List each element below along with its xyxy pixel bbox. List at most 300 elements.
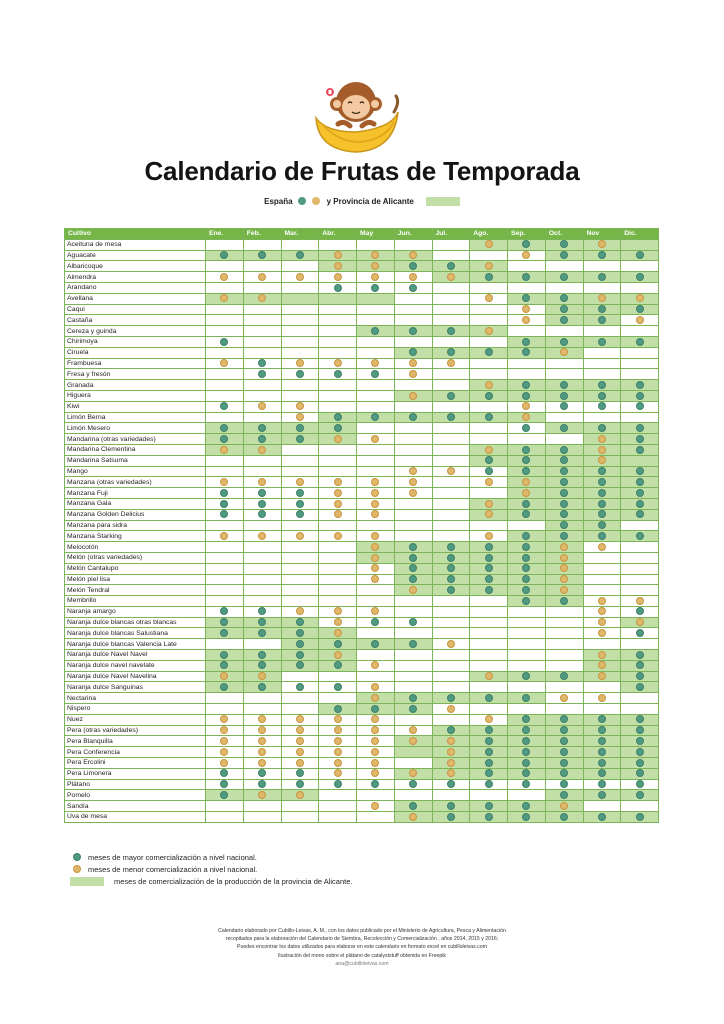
month-cell	[470, 542, 508, 553]
month-cell	[319, 606, 357, 617]
major-dot-icon	[560, 467, 568, 475]
table-row	[65, 455, 659, 466]
month-cell	[545, 639, 583, 650]
month-cell	[508, 682, 546, 693]
month-cell	[281, 466, 319, 477]
month-cell	[470, 639, 508, 650]
month-cell	[621, 336, 659, 347]
major-dot-icon	[258, 370, 266, 378]
month-cell	[319, 369, 357, 380]
month-cell	[432, 628, 470, 639]
month-cell	[508, 380, 546, 391]
month-cell	[545, 768, 583, 779]
major-dot-icon	[447, 726, 455, 734]
month-cell	[432, 390, 470, 401]
crop-name: Pera (otras variedades)	[65, 725, 206, 736]
month-cell	[432, 660, 470, 671]
month-cell	[281, 250, 319, 261]
table-row	[65, 358, 659, 369]
month-cell	[357, 326, 395, 337]
month-cell	[621, 347, 659, 358]
month-cell	[621, 455, 659, 466]
month-cell	[583, 725, 621, 736]
month-cell	[545, 563, 583, 574]
major-dot-icon	[522, 759, 530, 767]
month-cell	[394, 563, 432, 574]
month-cell	[545, 423, 583, 434]
major-dot-icon	[296, 510, 304, 518]
month-cell	[508, 552, 546, 563]
month-cell	[281, 693, 319, 704]
major-dot-icon	[636, 489, 644, 497]
crop-name: Granada	[65, 380, 206, 391]
month-cell	[583, 531, 621, 542]
month-cell	[394, 693, 432, 704]
month-cell	[545, 390, 583, 401]
month-cell	[583, 315, 621, 326]
crop-name: Chirimoya	[65, 336, 206, 347]
major-dot-icon	[636, 748, 644, 756]
footer	[0, 927, 724, 968]
minor-dot-icon	[296, 413, 304, 421]
table-row	[65, 444, 659, 455]
month-cell	[319, 596, 357, 607]
major-dot-icon	[560, 316, 568, 324]
minor-dot-icon	[334, 629, 342, 637]
major-dot-icon	[522, 532, 530, 540]
month-cell	[357, 509, 395, 520]
major-dot-icon	[258, 769, 266, 777]
month-cell	[206, 380, 244, 391]
major-dot-icon	[220, 338, 228, 346]
table-row	[65, 282, 659, 293]
month-cell	[394, 369, 432, 380]
minor-dot-icon	[371, 607, 379, 615]
major-dot-icon	[522, 510, 530, 518]
major-dot-icon	[485, 564, 493, 572]
month-cell	[621, 801, 659, 812]
month-cell	[583, 466, 621, 477]
month-cell	[206, 272, 244, 283]
major-dot-icon	[598, 424, 606, 432]
month-cell	[206, 315, 244, 326]
minor-dot-icon	[296, 726, 304, 734]
month-cell	[319, 434, 357, 445]
minor-dot-icon	[258, 726, 266, 734]
major-dot-icon	[485, 456, 493, 464]
month-cell	[319, 628, 357, 639]
major-dot-icon	[296, 500, 304, 508]
month-cell	[621, 412, 659, 423]
minor-dot-icon	[220, 273, 228, 281]
month-cell	[432, 747, 470, 758]
month-cell	[545, 239, 583, 250]
minor-dot-icon	[220, 737, 228, 745]
province-swatch	[70, 877, 104, 886]
month-cell	[394, 293, 432, 304]
minor-dot-icon	[598, 446, 606, 454]
month-cell	[621, 660, 659, 671]
month-cell	[508, 585, 546, 596]
minor-dot-icon	[334, 759, 342, 767]
month-cell	[206, 801, 244, 812]
month-cell	[357, 552, 395, 563]
month-cell	[470, 812, 508, 823]
month-cell	[621, 704, 659, 715]
month-cell	[470, 380, 508, 391]
minor-dot-icon	[371, 748, 379, 756]
table-row	[65, 498, 659, 509]
month-cell	[243, 498, 281, 509]
month-cell	[545, 315, 583, 326]
month-cell	[243, 401, 281, 412]
minor-dot-icon	[560, 564, 568, 572]
month-cell	[281, 369, 319, 380]
month-cell	[281, 574, 319, 585]
month-cell	[470, 369, 508, 380]
major-dot-icon	[485, 802, 493, 810]
month-cell	[508, 704, 546, 715]
month-cell	[243, 488, 281, 499]
month-cell	[621, 401, 659, 412]
month-cell	[583, 758, 621, 769]
month-cell	[621, 736, 659, 747]
table-row	[65, 812, 659, 823]
month-cell	[281, 380, 319, 391]
month-cell	[470, 747, 508, 758]
month-cell	[243, 704, 281, 715]
month-cell	[394, 423, 432, 434]
month-cell	[357, 358, 395, 369]
month-cell	[206, 412, 244, 423]
major-dot-icon	[522, 348, 530, 356]
major-dot-icon	[560, 478, 568, 486]
month-cell	[432, 239, 470, 250]
month-cell	[243, 315, 281, 326]
month-cell	[243, 520, 281, 531]
month-cell	[394, 336, 432, 347]
month-cell	[432, 758, 470, 769]
major-dot-icon	[636, 510, 644, 518]
major-dot-icon	[636, 715, 644, 723]
major-dot-icon	[598, 532, 606, 540]
month-cell	[319, 812, 357, 823]
month-cell	[545, 628, 583, 639]
month-cell	[394, 671, 432, 682]
month-cell	[545, 434, 583, 445]
month-cell	[394, 272, 432, 283]
month-cell	[281, 768, 319, 779]
month-cell	[357, 617, 395, 628]
month-cell	[394, 261, 432, 272]
major-dot-icon	[447, 586, 455, 594]
month-cell	[319, 390, 357, 401]
month-cell	[432, 272, 470, 283]
major-dot-icon	[334, 683, 342, 691]
header-crop: Cultivo	[65, 229, 206, 240]
month-cell	[508, 250, 546, 261]
major-dot-icon	[560, 748, 568, 756]
month-cell	[357, 444, 395, 455]
month-cell	[545, 747, 583, 758]
month-cell	[319, 477, 357, 488]
minor-dot-icon	[334, 748, 342, 756]
month-cell	[394, 574, 432, 585]
month-cell	[583, 552, 621, 563]
month-cell	[545, 520, 583, 531]
major-dot-icon	[296, 780, 304, 788]
minor-dot-icon	[409, 359, 417, 367]
minor-dot-icon	[598, 597, 606, 605]
minor-dot-icon	[371, 262, 379, 270]
minor-dot-icon	[485, 478, 493, 486]
table-row	[65, 520, 659, 531]
table-row	[65, 315, 659, 326]
minor-dot-icon	[409, 586, 417, 594]
major-dot-icon	[636, 251, 644, 259]
major-dot-icon	[598, 273, 606, 281]
month-cell	[394, 628, 432, 639]
month-cell	[243, 250, 281, 261]
crop-name: Limón Mesero	[65, 423, 206, 434]
month-cell	[281, 531, 319, 542]
month-cell	[621, 466, 659, 477]
major-dot-icon	[636, 683, 644, 691]
month-cell	[621, 282, 659, 293]
month-cell	[432, 801, 470, 812]
major-dot-icon	[598, 748, 606, 756]
major-dot-icon	[485, 748, 493, 756]
month-cell	[394, 531, 432, 542]
month-cell	[432, 768, 470, 779]
month-cell	[243, 444, 281, 455]
month-cell	[281, 347, 319, 358]
crop-name: Melón piel lisa	[65, 574, 206, 585]
page-title: Calendario de Frutas de Temporada	[144, 156, 580, 186]
month-cell	[243, 412, 281, 423]
major-dot-icon	[371, 780, 379, 788]
month-cell	[357, 790, 395, 801]
minor-dot-icon	[371, 435, 379, 443]
major-dot-icon	[447, 694, 455, 702]
month-cell	[319, 412, 357, 423]
month-cell	[281, 304, 319, 315]
month-cell	[319, 563, 357, 574]
major-dot-icon	[598, 402, 606, 410]
table-row	[65, 434, 659, 445]
minor-dot-icon	[220, 759, 228, 767]
major-dot-icon	[522, 392, 530, 400]
minor-dot-icon	[447, 467, 455, 475]
month-cell	[243, 466, 281, 477]
month-cell	[319, 660, 357, 671]
crop-name: Naranja dulce blancas Valencia Late	[65, 639, 206, 650]
major-dot-icon	[560, 737, 568, 745]
major-dot-icon	[371, 705, 379, 713]
major-dot-icon	[560, 489, 568, 497]
month-cell	[508, 574, 546, 585]
month-cell	[281, 736, 319, 747]
month-cell	[470, 725, 508, 736]
crop-name: Mandarina (otras variedades)	[65, 434, 206, 445]
month-cell	[545, 455, 583, 466]
major-dot-icon	[636, 305, 644, 313]
month-cell	[394, 466, 432, 477]
month-cell	[583, 326, 621, 337]
month-cell	[508, 293, 546, 304]
month-cell	[621, 358, 659, 369]
table-row	[65, 326, 659, 337]
month-cell	[394, 239, 432, 250]
month-cell	[281, 606, 319, 617]
month-cell	[508, 498, 546, 509]
major-dot-icon	[560, 521, 568, 529]
month-cell	[206, 714, 244, 725]
minor-dot-icon	[485, 240, 493, 248]
major-dot-icon	[334, 284, 342, 292]
month-cell	[432, 552, 470, 563]
table-row	[65, 336, 659, 347]
crop-name: Fresa y fresón	[65, 369, 206, 380]
month-cell	[319, 574, 357, 585]
month-cell	[394, 758, 432, 769]
month-cell	[206, 768, 244, 779]
major-dot-icon	[485, 780, 493, 788]
month-cell	[394, 801, 432, 812]
month-cell	[583, 682, 621, 693]
major-dot-icon	[296, 651, 304, 659]
month-cell	[357, 369, 395, 380]
crop-name: Kiwi	[65, 401, 206, 412]
month-cell	[583, 347, 621, 358]
month-cell	[621, 790, 659, 801]
table-row	[65, 563, 659, 574]
month-cell	[621, 520, 659, 531]
table-row	[65, 477, 659, 488]
major-dot-icon	[296, 661, 304, 669]
month-cell	[470, 660, 508, 671]
month-cell	[432, 563, 470, 574]
month-cell	[357, 531, 395, 542]
month-cell	[394, 444, 432, 455]
espana-label: España	[264, 196, 293, 206]
month-cell	[432, 682, 470, 693]
month-cell	[545, 412, 583, 423]
month-cell	[432, 423, 470, 434]
month-cell	[319, 466, 357, 477]
month-cell	[432, 444, 470, 455]
month-cell	[357, 725, 395, 736]
month-cell	[432, 488, 470, 499]
month-cell	[243, 509, 281, 520]
month-cell	[583, 779, 621, 790]
minor-dot-icon	[485, 500, 493, 508]
major-dot-icon	[522, 672, 530, 680]
major-dot-icon	[485, 737, 493, 745]
month-cell	[545, 272, 583, 283]
month-cell	[470, 444, 508, 455]
minor-dot-icon	[334, 737, 342, 745]
major-dot-icon	[409, 564, 417, 572]
footer-line: Ilustración del mono sobre el plátano de catalyststuff obtenida en Freepik	[277, 952, 447, 959]
month-cell	[470, 488, 508, 499]
major-dot-icon	[598, 500, 606, 508]
month-cell	[545, 574, 583, 585]
major-dot-icon	[220, 769, 228, 777]
month-cell	[281, 477, 319, 488]
month-cell	[243, 390, 281, 401]
month-cell	[432, 282, 470, 293]
month-cell	[508, 596, 546, 607]
month-cell	[508, 434, 546, 445]
month-cell	[357, 736, 395, 747]
month-cell	[243, 671, 281, 682]
major-dot-icon	[296, 629, 304, 637]
crop-name: Pomelo	[65, 790, 206, 801]
month-cell	[243, 790, 281, 801]
month-cell	[206, 542, 244, 553]
major-dot-icon	[522, 597, 530, 605]
table-row	[65, 682, 659, 693]
month-cell	[583, 596, 621, 607]
minor-dot-icon	[334, 769, 342, 777]
month-cell	[432, 293, 470, 304]
crop-name: Nispero	[65, 704, 206, 715]
month-cell	[281, 671, 319, 682]
crop-name: Albaricoque	[65, 261, 206, 272]
month-cell	[394, 347, 432, 358]
month-cell	[243, 628, 281, 639]
minor-dot-icon	[598, 618, 606, 626]
month-cell	[621, 552, 659, 563]
month-cell	[206, 693, 244, 704]
month-cell	[206, 488, 244, 499]
major-dot-icon	[334, 780, 342, 788]
month-cell	[583, 768, 621, 779]
month-cell	[470, 412, 508, 423]
major-dot-icon	[522, 456, 530, 464]
major-dot-icon	[522, 240, 530, 248]
month-cell	[470, 585, 508, 596]
month-cell	[206, 434, 244, 445]
major-dot-icon	[296, 769, 304, 777]
month-cell	[281, 628, 319, 639]
month-cell	[621, 628, 659, 639]
minor-dot-icon	[598, 543, 606, 551]
month-cell	[470, 693, 508, 704]
month-cell	[319, 585, 357, 596]
crop-name: Naranja dulce blancas otras blancas	[65, 617, 206, 628]
month-cell	[319, 747, 357, 758]
month-cell	[583, 239, 621, 250]
month-cell	[432, 779, 470, 790]
table-row	[65, 488, 659, 499]
month-cell	[281, 563, 319, 574]
minor-dot-icon	[409, 726, 417, 734]
month-cell	[508, 714, 546, 725]
major-dot-icon	[447, 575, 455, 583]
month-cell	[319, 552, 357, 563]
month-cell	[583, 293, 621, 304]
major-dot-icon	[636, 651, 644, 659]
major-dot-icon	[220, 251, 228, 259]
minor-dot-icon	[220, 359, 228, 367]
month-cell	[206, 520, 244, 531]
month-cell	[319, 617, 357, 628]
minor-dot-icon	[371, 564, 379, 572]
major-dot-icon	[560, 402, 568, 410]
major-dot-icon	[560, 251, 568, 259]
